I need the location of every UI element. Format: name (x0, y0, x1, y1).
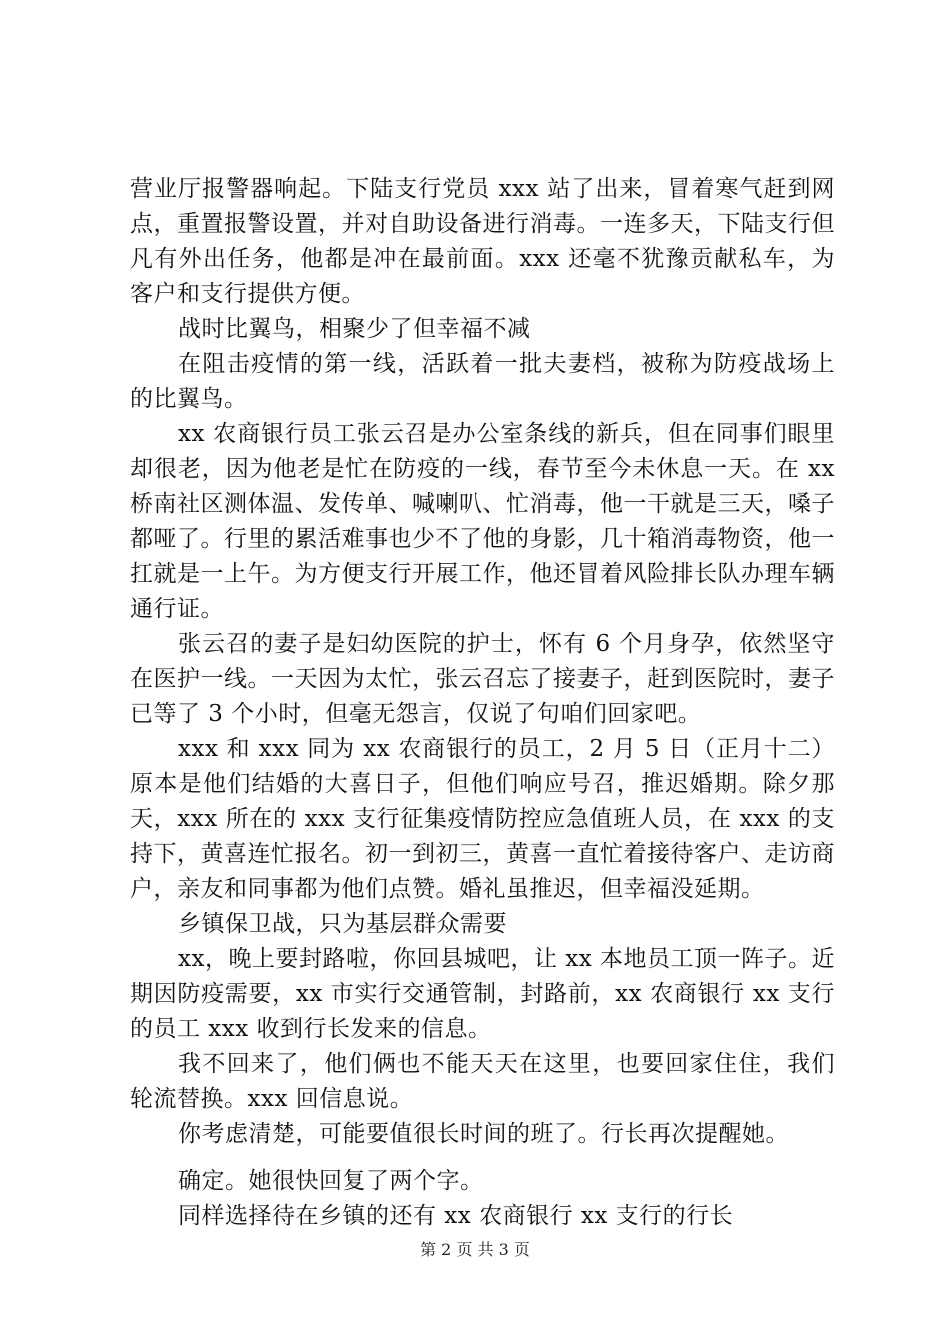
page-number-footer: 第 2 页 共 3 页 (420, 1240, 530, 1259)
paragraph-alarm-response: 营业厅报警器响起。下陆支行党员 xxx 站了出来，冒着寒气赶到网点，重置报警设置，并对自助设备进行消毒。一连多天，下陆支行但凡有外出任务，他都是冲在最前面。xxx 还毫不犹豫贡献私车，为客户和支行提供方便。 (130, 176, 835, 307)
paragraph-zhang-wife: 张云召的妻子是妇幼医院的护士，怀有 6 个月身孕，依然坚守在医护一线。一天因为太忙，张云召忘了接妻子，赶到医院时，妻子已等了 3 个小时，但毫无怨言，仅说了句咱们回家吧。 (130, 631, 835, 727)
paragraph-road-closure: xx，晚上要封路啦，你回县城吧，让 xx 本地员工顶一阵子。近期因防疫需要，xx 市实行交通管制，封路前，xx 农商银行 xx 支行的员工 xxx 收到行长发来的信息。 (130, 946, 836, 1042)
paragraph-branch-head: 同样选择待在乡镇的还有 xx 农商银行 xx 支行的行长 (178, 1203, 734, 1229)
paragraph-confirm: 确定。她很快回复了两个字。 (178, 1168, 484, 1194)
paragraph-reminder: 你考虑清楚，可能要值很长时间的班了。行长再次提醒她。 (178, 1121, 789, 1147)
body-text (130, 172, 835, 1234)
section-heading-couples: 战时比翼鸟，相聚少了但幸福不减 (178, 316, 531, 342)
paragraph-couples-intro: 在阻击疫情的第一线，活跃着一批夫妻档，被称为防疫战场上的比翼鸟。 (130, 351, 835, 412)
paragraph-zhang-yunzhao: xx 农商银行员工张云召是办公室条线的新兵，但在同事们眼里却很老，因为他老是忙在防疫的一线，春节至今未休息一天。在 xx 桥南社区测体温、发传单、喊喇叭、忙消毒，他一干就是三天，嗓子都哑了。行里的累活难事也少不了他的身影，几十箱消毒物资，他一扛就是一上午。为方便支行开展工作，他还冒着风险排长队办理车辆通行证。 (130, 421, 835, 622)
paragraph-postponed-wedding: xxx 和 xxx 同为 xx 农商银行的员工，2 月 5 日（正月十二）原本是他们结婚的大喜日子，但他们响应号召，推迟婚期。除夕那天，xxx 所在的 xxx 支行征集疫情防控应急值班人员，在 xxx 的支持下，黄喜连忙报名。初一到初三，黄喜一直忙着接待客户、走访商户，亲友和同事都为他们点赞。婚礼虽推迟，但幸福没延期。 (130, 736, 835, 902)
paragraph-reply: 我不回来了，他们俩也不能天天在这里，也要回家住住，我们轮流替换。xxx 回信息说。 (130, 1051, 835, 1112)
section-heading-township: 乡镇保卫战，只为基层群众需要 (178, 911, 507, 937)
